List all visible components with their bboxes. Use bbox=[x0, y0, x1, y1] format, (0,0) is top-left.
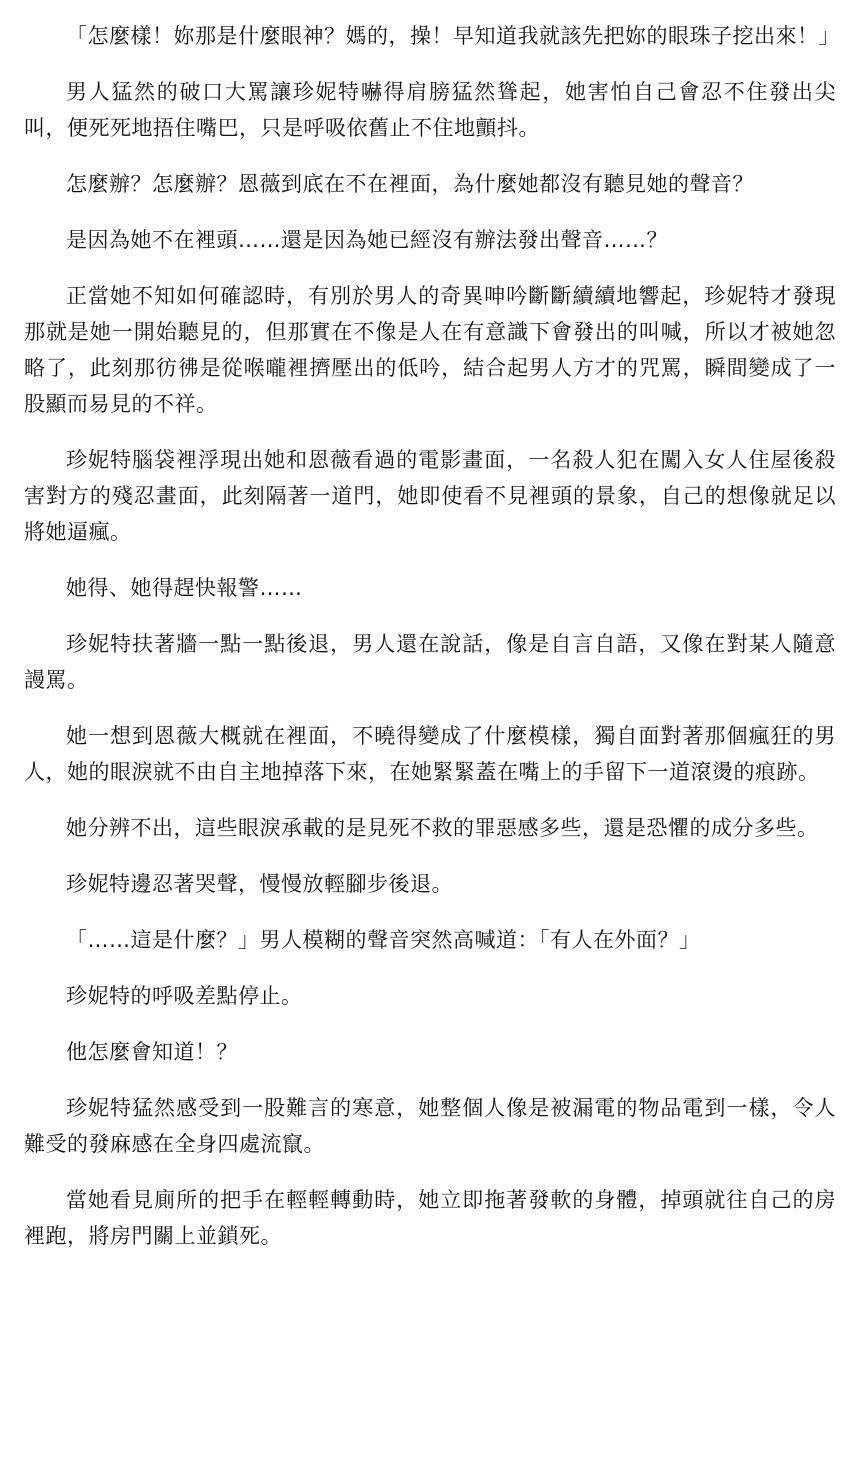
paragraph: 她得、她得趕快報警…… bbox=[66, 576, 303, 600]
paragraph: 她一想到恩薇大概就在裡面，不曉得變成了什麼模樣，獨自面對著那個瘋狂的男人，她的眼淚就不由自主地掉落下來，在她緊緊蓋在嘴上的手留下一道滾燙的痕跡。 bbox=[24, 724, 836, 784]
paragraph: 怎麼辦？怎麼辦？恩薇到底在不在裡面，為什麼她都沒有聽見她的聲音？ bbox=[66, 172, 754, 196]
paragraph: 男人猛然的破口大罵讓珍妮特嚇得肩膀猛然聳起，她害怕自己會忍不住發出尖叫，便死死地捂住嘴巴，只是呼吸依舊止不住地顫抖。 bbox=[24, 80, 836, 140]
paragraph: 珍妮特扶著牆一點一點後退，男人還在說話，像是自言自語，又像在對某人隨意謾罵。 bbox=[24, 632, 836, 692]
paragraph: 珍妮特猛然感受到一股難言的寒意，她整個人像是被漏電的物品電到一樣，令人難受的發麻感在全身四處流竄。 bbox=[24, 1096, 836, 1156]
paragraph: 珍妮特邊忍著哭聲，慢慢放輕腳步後退。 bbox=[66, 872, 453, 896]
paragraph: 珍妮特的呼吸差點停止。 bbox=[66, 984, 303, 1008]
paragraph: 「……這是什麼？」男人模糊的聲音突然高喊道：「有人在外面？」 bbox=[66, 928, 701, 952]
paragraph: 她分辨不出，這些眼淚承載的是見死不救的罪惡感多些，還是恐懼的成分多些。 bbox=[66, 816, 819, 840]
paragraph: 「怎麼樣！妳那是什麼眼神？媽的，操！早知道我就該先把妳的眼珠子挖出來！」 bbox=[66, 24, 840, 48]
paragraph: 正當她不知如何確認時，有別於男人的奇異呻吟斷斷續續地響起，珍妮特才發現那就是她一開始聽見的，但那實在不像是人在有意識下會發出的叫喊，所以才被她忽略了，此刻那彷彿是從喉嚨裡擠壓出的低吟，結合起男人方才的咒罵，瞬間變成了一股顯而易見的不祥。 bbox=[24, 284, 836, 416]
paragraph: 當她看見廁所的把手在輕輕轉動時，她立即拖著發軟的身體，掉頭就往自己的房裡跑，將房門關上並鎖死。 bbox=[24, 1188, 836, 1248]
paragraph: 是因為她不在裡頭……還是因為她已經沒有辦法發出聲音……？ bbox=[66, 228, 668, 252]
paragraph: 珍妮特腦袋裡浮現出她和恩薇看過的電影畫面，一名殺人犯在闖入女人住屋後殺害對方的殘忍畫面，此刻隔著一道門，她即使看不見裡頭的景象，自己的想像就足以將她逼瘋。 bbox=[24, 448, 836, 544]
paragraph: 他怎麼會知道！？ bbox=[66, 1040, 238, 1064]
